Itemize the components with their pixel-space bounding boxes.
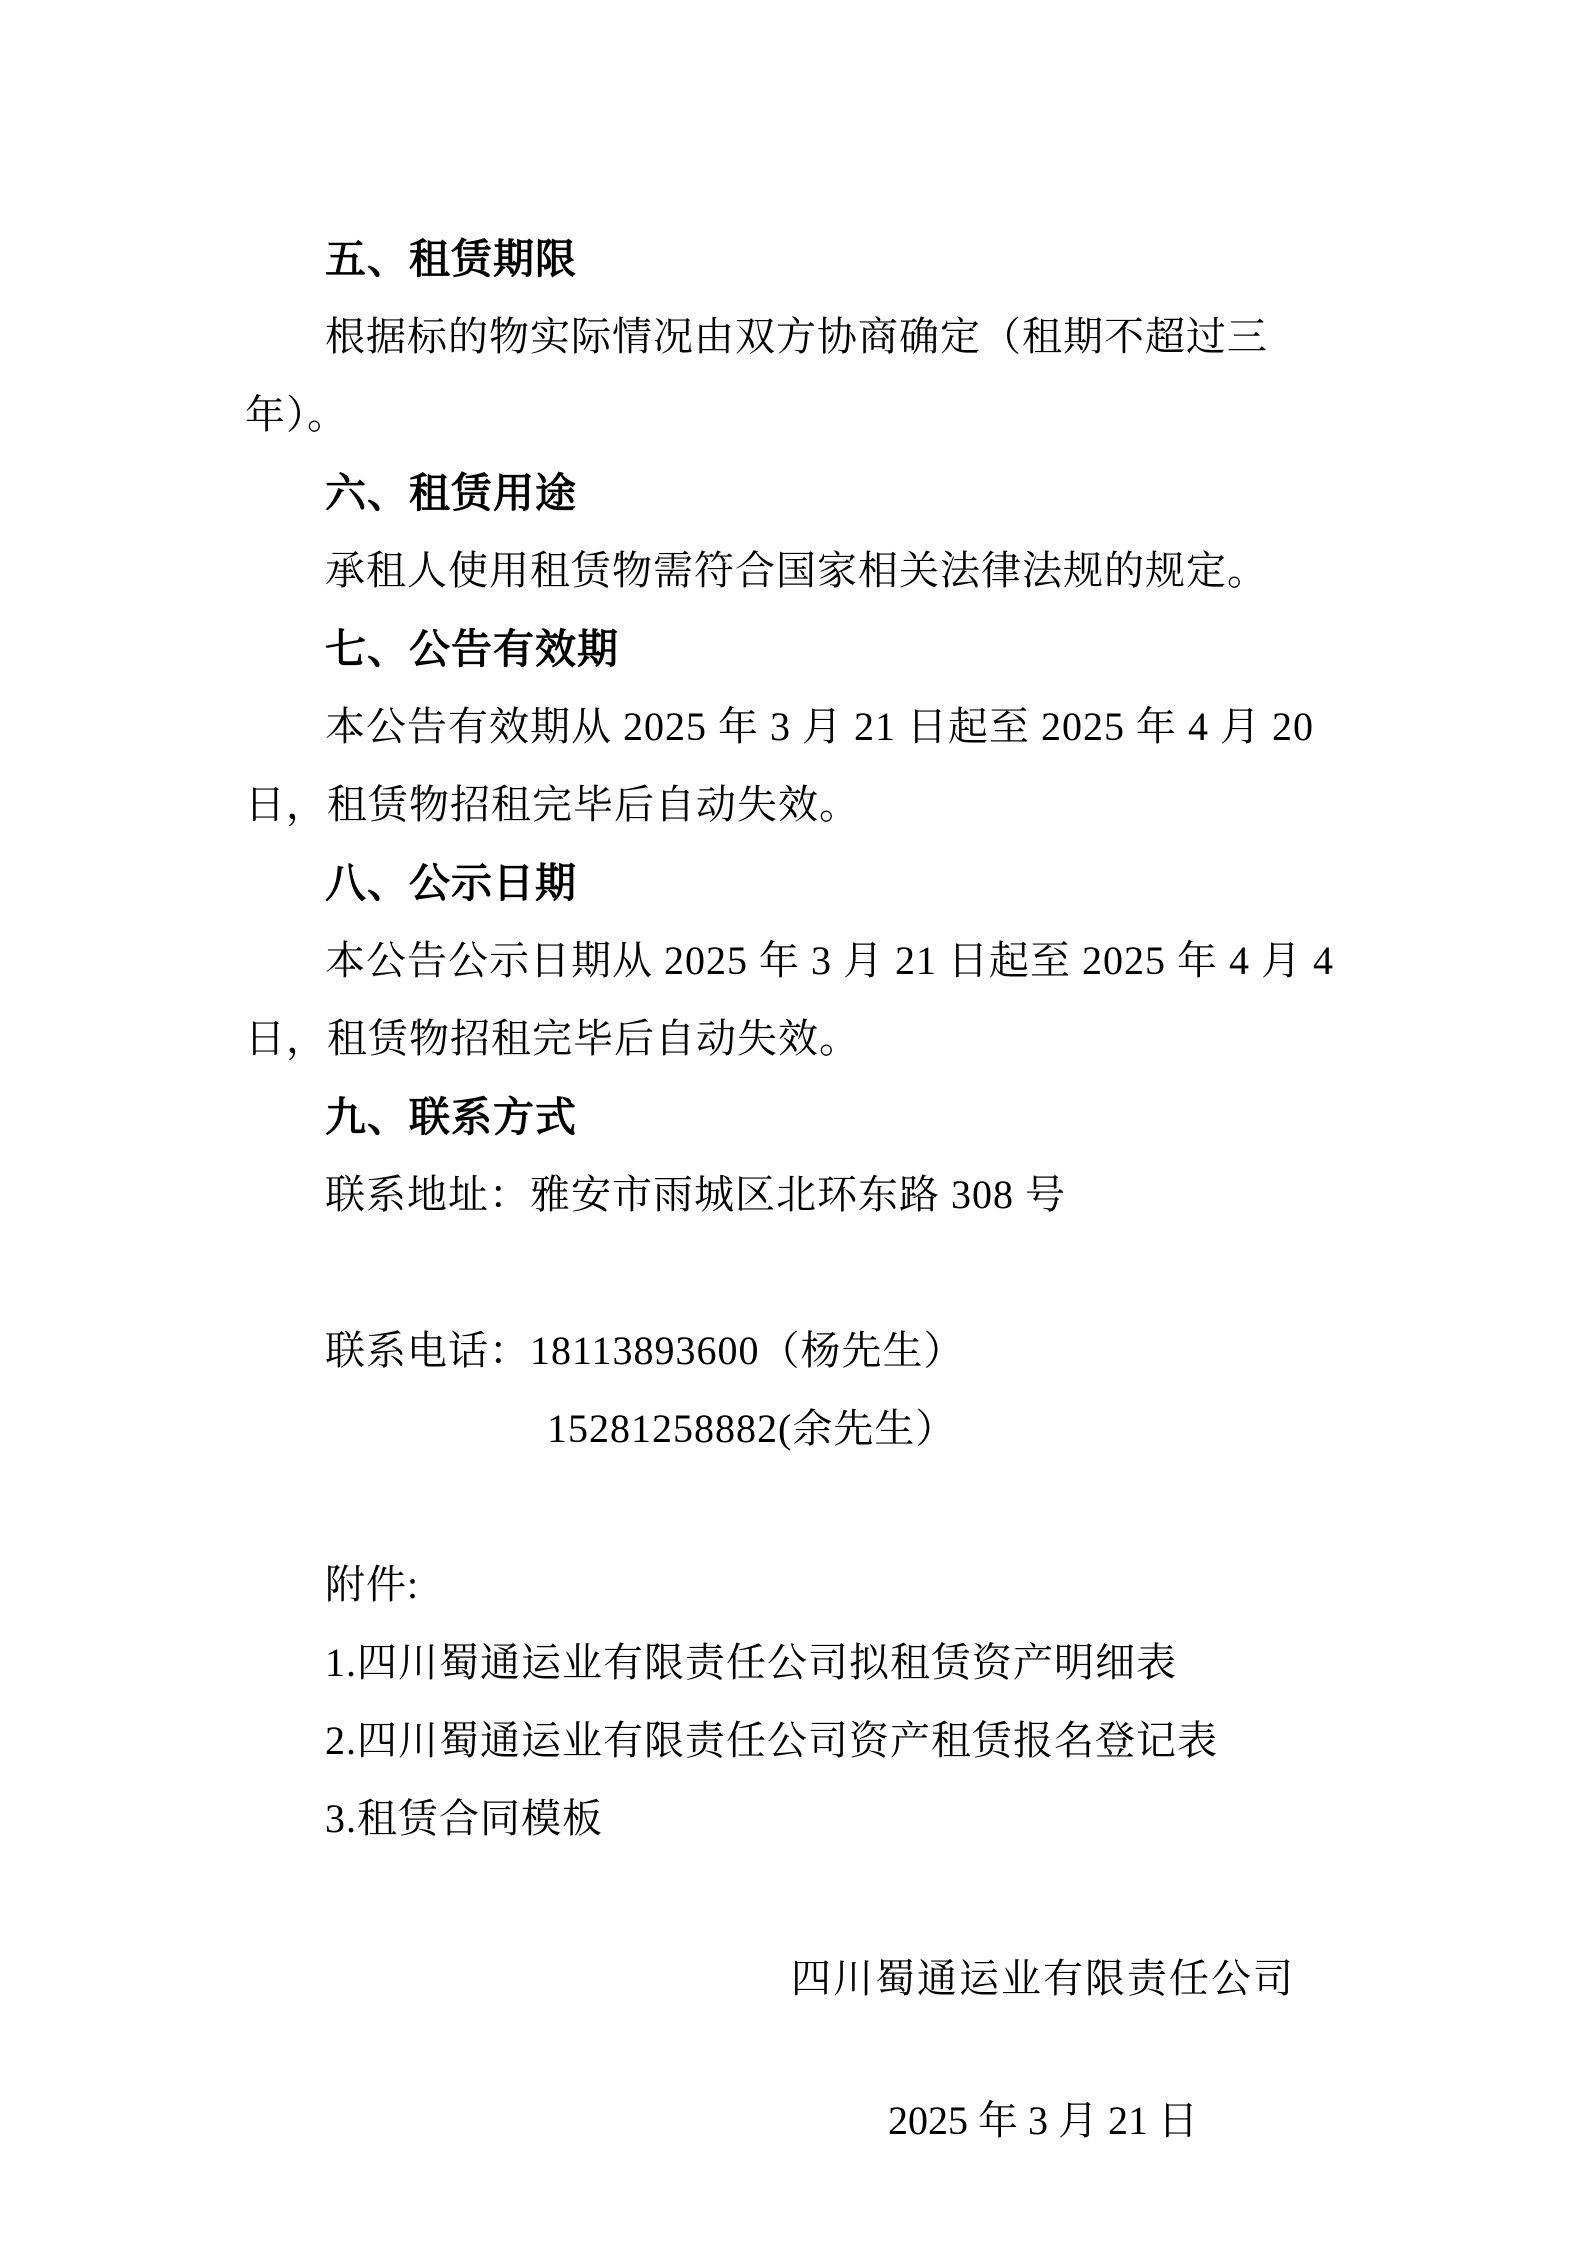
section-5-body-line-1: 根据标的物实际情况由双方协商确定（租期不超过三 — [325, 314, 1268, 359]
section-5-heading: 五、租赁期限 — [325, 236, 577, 282]
attachment-item-3: 3.租赁合同模板 — [325, 1796, 603, 1841]
document-content — [245, 220, 1334, 2160]
signature-company-name: 四川蜀通运业有限责任公司 — [791, 1956, 1295, 2001]
blank-line — [245, 1468, 1305, 1546]
section-5-body-line-2: 年）。 — [245, 392, 348, 437]
section-7-body-line-2: 日，租赁物招租完毕后自动失效。 — [245, 782, 860, 827]
section-8-body-line-2: 日，租赁物招租完毕后自动失效。 — [245, 1016, 860, 1061]
section-8-body-line-1: 本公告公示日期从 2025 年 3 月 21 日起至 2025 年 4 月 4 — [325, 938, 1334, 983]
contact-address-line: 联系地址：雅安市雨城区北环东路 308 号 — [325, 1172, 1066, 1217]
attachment-item-1: 1.四川蜀通运业有限责任公司拟租赁资产明细表 — [325, 1640, 1177, 1685]
section-6-heading: 六、租赁用途 — [325, 470, 577, 516]
signature-date: 2025 年 3 月 21 日 — [888, 2098, 1198, 2143]
attachment-item-2: 2.四川蜀通运业有限责任公司资产租赁报名登记表 — [325, 1718, 1218, 1763]
section-7-body-line-1: 本公告有效期从 2025 年 3 月 21 日起至 2025 年 4 月 20 — [325, 704, 1314, 749]
section-7-heading: 七、公告有效期 — [325, 626, 619, 672]
section-6-body-line-1: 承租人使用租赁物需符合国家相关法律法规的规定。 — [325, 548, 1268, 593]
contact-phone-line-1: 联系电话：18113893600（杨先生） — [325, 1328, 965, 1373]
blank-line — [245, 1234, 1305, 1312]
section-9-heading: 九、联系方式 — [325, 1094, 577, 1140]
contact-phone-line-2: 15281258882(余先生） — [547, 1406, 957, 1451]
section-8-heading: 八、公示日期 — [325, 860, 577, 906]
signature-block — [791, 1940, 1295, 2160]
attachments-label: 附件: — [325, 1562, 420, 1607]
